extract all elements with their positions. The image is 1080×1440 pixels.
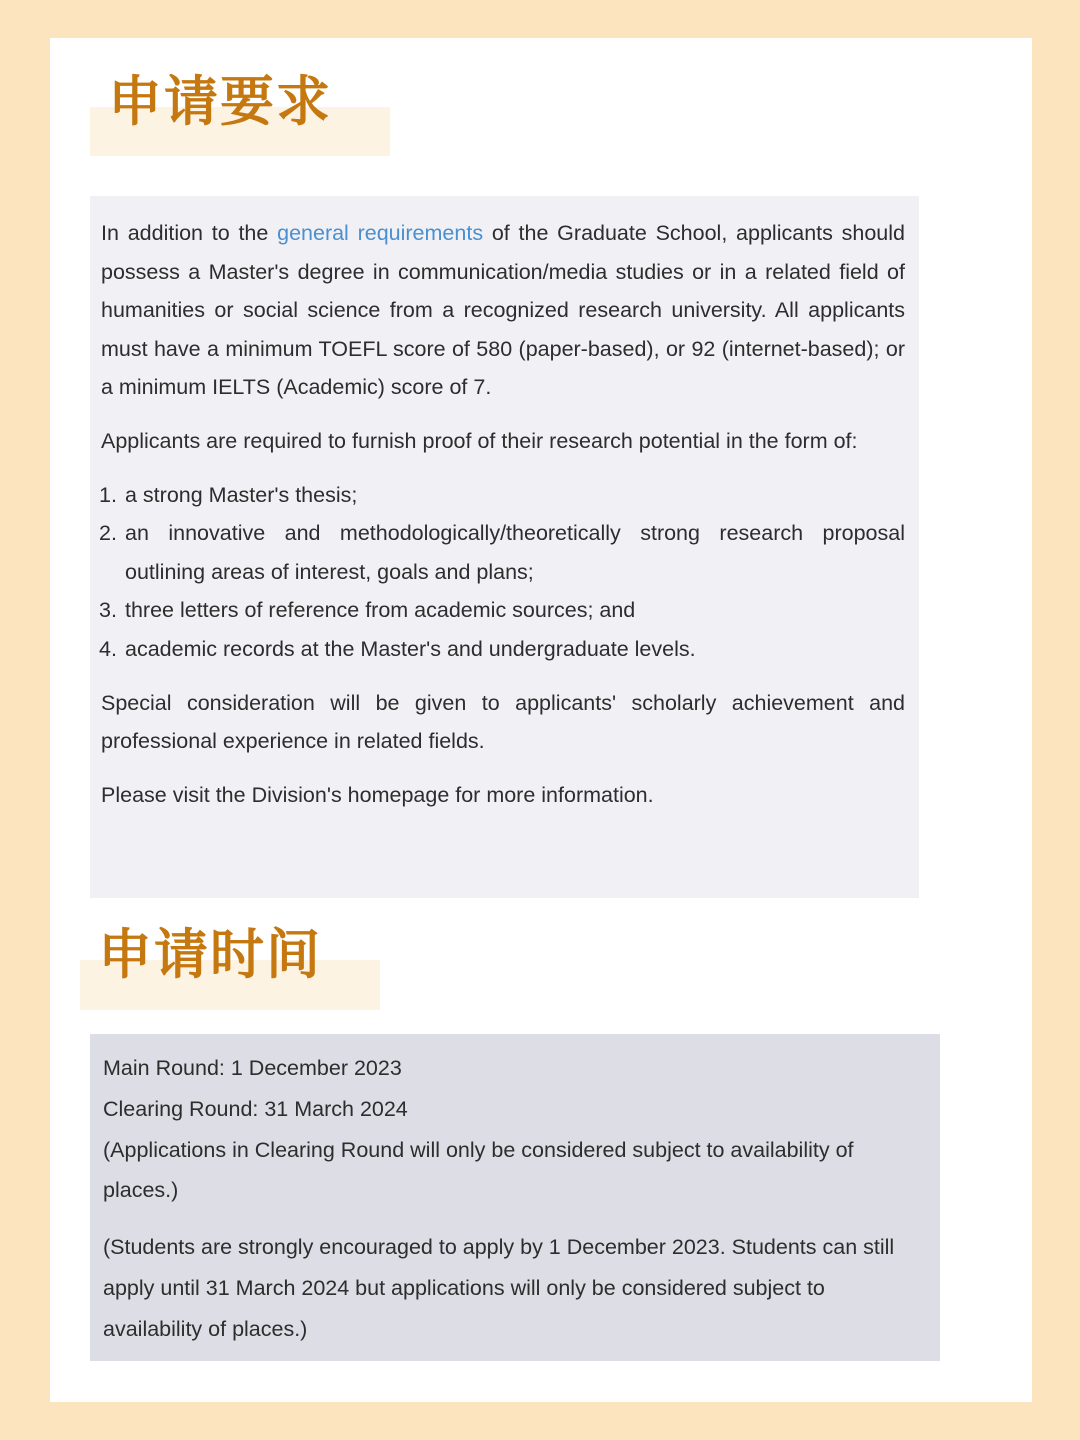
homepage-note: Please visit the Division's homepage for more information. [101, 782, 654, 807]
list-item: 3. three letters of reference from academic sources; and [99, 598, 636, 623]
list-item: 1. a strong Master's thesis; [99, 482, 358, 507]
clearing-round-note: (Applications in Clearing Round will only be considered subject to availability of places.) [103, 1137, 854, 1203]
section-heading-requirements: 申请要求 [108, 70, 332, 133]
list-item: 2. an innovative and methodologically/theoretically strong research proposal outlining areas of interest, goals and plans; [99, 521, 905, 584]
deadlines-box [90, 1034, 940, 1361]
requirements-list [101, 476, 905, 669]
research-potential-intro: Applicants are required to furnish proof of their research potential in the form of: [101, 428, 858, 453]
apply-early-note: (Students are strongly encouraged to apply by 1 December 2023. Students can still apply until 31 March 2024 but applications will only be considered subject to availability of places.) [103, 1235, 895, 1341]
requirements-paragraph: In addition to the general requirements of the Graduate School, applicants should possess a Master's degree in communication/media studies or in a related field of humanities or social science from a recognized research university. All applicants must have a minimum TOEFL score of 580 (paper-based), or 92 (internet-based); or a minimum IELTS (Academic) score of 7. [101, 221, 905, 400]
general-requirements-link[interactable]: general requirements [277, 221, 484, 245]
clearing-round-date: Clearing Round: 31 March 2024 [103, 1096, 408, 1121]
section-heading-timeline: 申请时间 [98, 923, 322, 986]
list-item: 4. academic records at the Master's and undergraduate levels. [99, 636, 696, 661]
main-round-date: Main Round: 1 December 2023 [103, 1056, 402, 1080]
requirements-box [90, 196, 919, 898]
special-consideration-paragraph: Special consideration will be given to applicants' scholarly achievement and professional experience in related fields. [101, 690, 905, 754]
